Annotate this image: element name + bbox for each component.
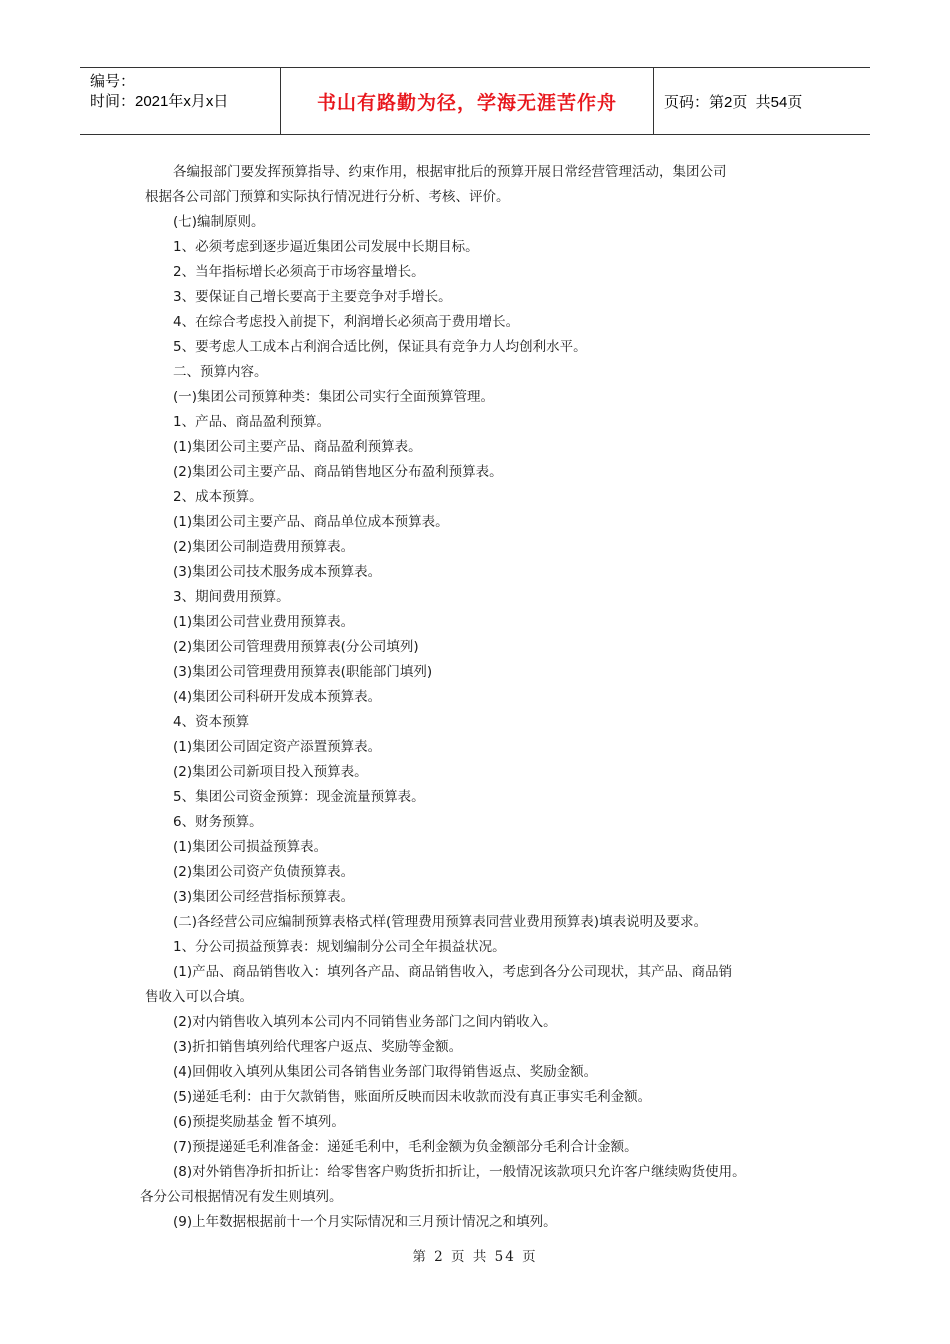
list-item: (1)产品、商品销售收入：填列各产品、商品销售收入，考虑到各分公司现状，其产品、商品销 <box>173 964 733 980</box>
list-item: 6、财务预算。 <box>173 814 263 830</box>
list-item: (2)集团公司管理费用预算表(分公司填列) <box>173 639 419 655</box>
list-item: (3)折扣销售填列给代理客户返点、奖励等金额。 <box>173 1039 463 1055</box>
list-item: (2)集团公司资产负债预算表。 <box>173 864 355 880</box>
list-item: 1、必须考虑到逐步逼近集团公司发展中长期目标。 <box>173 239 479 255</box>
header-motto <box>281 68 654 134</box>
list-item: (1)集团公司营业费用预算表。 <box>173 614 355 630</box>
header-meta <box>80 68 281 134</box>
paragraph-line: 各编报部门要发挥预算指导、约束作用，根据审批后的预算开展日常经营管理活动，集团公司 <box>173 164 727 180</box>
list-item: (3)集团公司技术服务成本预算表。 <box>173 564 382 580</box>
page-header <box>80 67 870 135</box>
list-item: (1)集团公司主要产品、商品盈利预算表。 <box>173 439 422 455</box>
list-item: (4)集团公司科研开发成本预算表。 <box>173 689 382 705</box>
list-item: 4、在综合考虑投入前提下，利润增长必须高于费用增长。 <box>173 314 520 330</box>
list-item: (6)预提奖励基金 暂不填列。 <box>173 1114 345 1130</box>
page-label: 页码：第2页 共54页 <box>664 93 803 111</box>
time-label: 时间：2021年x月x日 <box>90 93 229 110</box>
header-page <box>654 68 870 134</box>
list-item: (8)对外销售净折扣折让：给零售客户购货折扣折让，一般情况该款项只允许客户继续购货使用。 <box>173 1164 746 1180</box>
document-body <box>140 160 815 1235</box>
list-item: (4)回佣收入填列从集团公司各销售业务部门取得销售返点、奖励金额。 <box>173 1064 598 1080</box>
section-heading: (一)集团公司预算种类：集团公司实行全面预算管理。 <box>173 389 495 405</box>
list-item: (2)集团公司新项目投入预算表。 <box>173 764 368 780</box>
footer-page-number: 第 2 页 共 54 页 <box>412 1249 538 1265</box>
section-heading: (二)各经营公司应编制预算表格式样(管理费用预算表同营业费用预算表)填表说明及要求。 <box>173 914 708 930</box>
list-item: (9)上年数据根据前十一个月实际情况和三月预计情况之和填列。 <box>173 1214 557 1230</box>
motto-text: 书山有路勤为径，学海无涯苦作舟 <box>316 91 617 114</box>
list-item: (2)集团公司主要产品、商品销售地区分布盈利预算表。 <box>173 464 503 480</box>
list-item: 4、资本预算 <box>173 714 250 730</box>
list-item: (1)集团公司损益预算表。 <box>173 839 328 855</box>
list-item: (3)集团公司管理费用预算表(职能部门填列) <box>173 664 433 680</box>
paragraph-line: 各分公司根据情况有发生则填列。 <box>140 1189 343 1205</box>
list-item: 3、要保证自己增长要高于主要竞争对手增长。 <box>173 289 452 305</box>
list-item: (3)集团公司经营指标预算表。 <box>173 889 355 905</box>
list-item: 5、集团公司资金预算：现金流量预算表。 <box>173 789 425 805</box>
list-item: (2)对内销售收入填列本公司内不同销售业务部门之间内销收入。 <box>173 1014 557 1030</box>
list-item: (2)集团公司制造费用预算表。 <box>173 539 355 555</box>
list-item: (1)集团公司主要产品、商品单位成本预算表。 <box>173 514 449 530</box>
paragraph-line: 售收入可以合填。 <box>145 989 253 1005</box>
list-item: (5)递延毛利：由于欠款销售，账面所反映而因未收款而没有真正事实毛利金额。 <box>173 1089 652 1105</box>
list-item: 3、期间费用预算。 <box>173 589 290 605</box>
code-label: 编号： <box>90 73 136 90</box>
list-item: 5、要考虑人工成本占利润合适比例，保证具有竞争力人均创利水平。 <box>173 339 587 355</box>
section-heading: 二、预算内容。 <box>173 364 268 380</box>
section-heading: (七)编制原则。 <box>173 214 265 230</box>
paragraph-line: 根据各公司部门预算和实际执行情况进行分析、考核、评价。 <box>145 189 510 205</box>
list-item: 1、分公司损益预算表：规划编制分公司全年损益状况。 <box>173 939 506 955</box>
list-item: (1)集团公司固定资产添置预算表。 <box>173 739 382 755</box>
list-item: (7)预提递延毛利准备金：递延毛利中，毛利金额为负金额部分毛利合计金额。 <box>173 1139 638 1155</box>
page-footer <box>0 1245 950 1265</box>
list-item: 2、当年指标增长必须高于市场容量增长。 <box>173 264 425 280</box>
list-item: 1、产品、商品盈利预算。 <box>173 414 331 430</box>
list-item: 2、成本预算。 <box>173 489 263 505</box>
